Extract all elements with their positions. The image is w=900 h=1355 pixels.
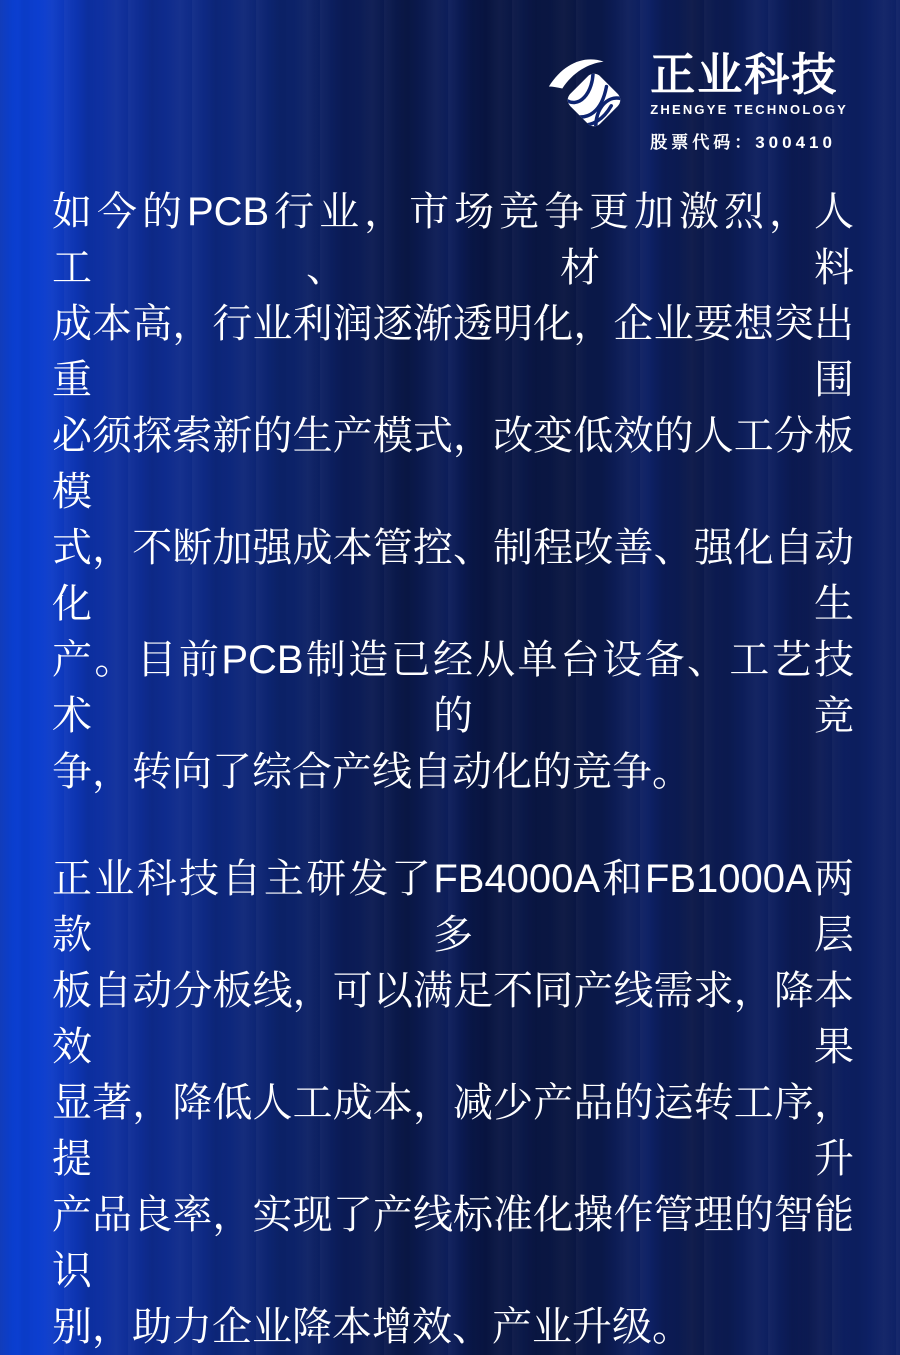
text-line: 显著，降低人工成本，减少产品的运转工序，提升 — [52, 1081, 854, 1181]
stock-code: 股票代码：300410 — [650, 133, 836, 152]
text-line: 产。目前PCB制造已经从单台设备、工艺技术的竞 — [52, 638, 854, 738]
paragraph-product-intro — [52, 851, 854, 1355]
text-line: 产品良率，实现了产线标准化操作管理的智能识 — [52, 1193, 854, 1293]
body-text — [52, 184, 854, 1355]
company-logo — [546, 49, 848, 153]
logo-text-block — [650, 49, 848, 153]
text-line: 式，不断加强成本管控、制程改善、强化自动化生 — [52, 526, 854, 626]
paragraph-industry-competition — [52, 184, 854, 800]
text-line: 如今的PCB行业，市场竞争更加激烈，人工、材料 — [52, 190, 854, 290]
company-name-cn: 正业科技 — [650, 49, 839, 100]
text-line: 成本高，行业利润逐渐透明化，企业要想突出重围 — [52, 302, 854, 402]
text-line: 争，转向了综合产线自动化的竞争。 — [52, 750, 692, 794]
zhengye-diamond-swirl-icon — [546, 52, 642, 148]
text-line: 别，助力企业降本增效、产业升级。 — [52, 1305, 692, 1349]
text-line: 必须探索新的生产模式，改变低效的人工分板模 — [52, 414, 854, 514]
text-line: 板自动分板线，可以满足不同产线需求，降本效果 — [52, 969, 854, 1069]
text-line: 正业科技自主研发了FB4000A和FB1000A两款多层 — [52, 857, 854, 957]
company-name-en: ZHENGYE TECHNOLOGY — [650, 102, 848, 117]
